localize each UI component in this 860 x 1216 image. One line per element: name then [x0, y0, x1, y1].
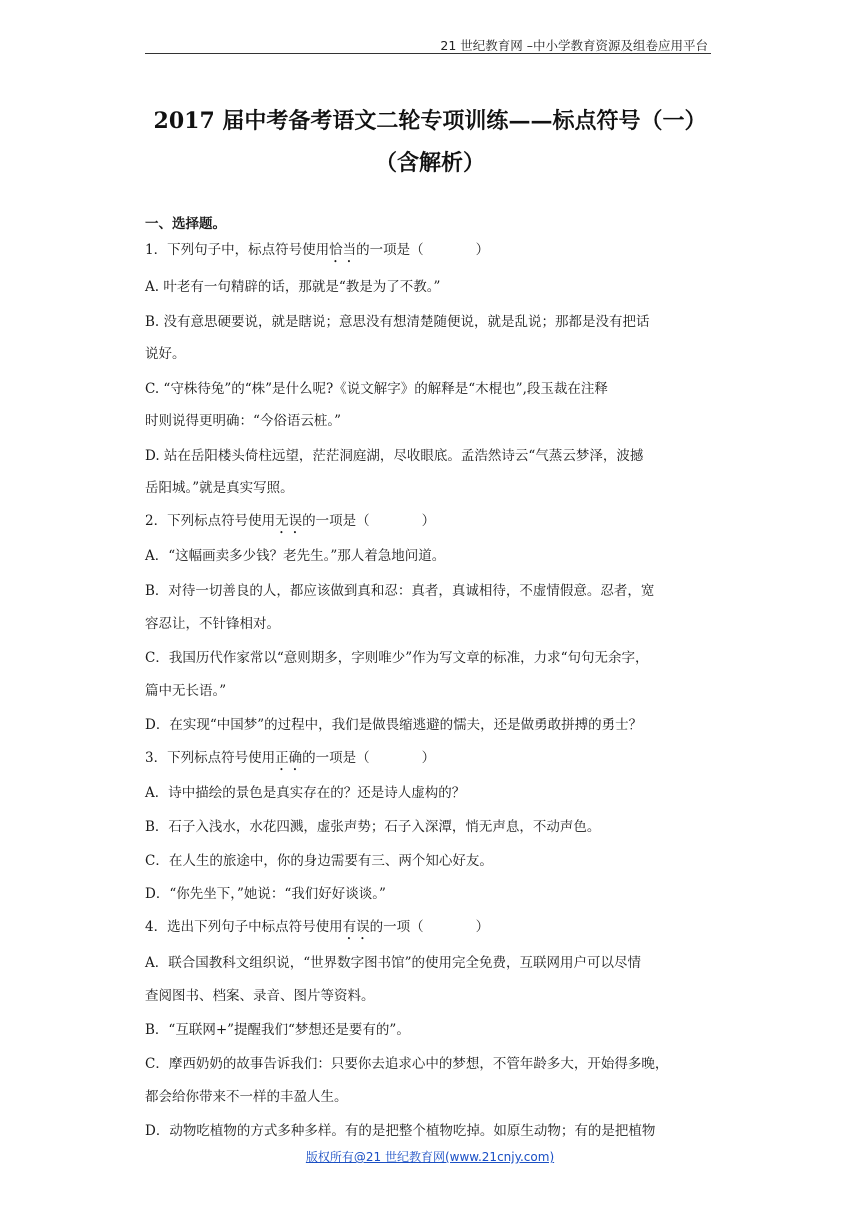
- header-divider: [145, 53, 711, 54]
- question-4-stem: 4．选出下列句子中标点符号使用有误的一项（ ）: [145, 919, 490, 935]
- question-3-option-b: B．石子入浅水，水花四溅，虚张声势；石子入深潭，悄无声息，不动声色。: [145, 819, 601, 835]
- document-subtitle: （含解析）: [374, 150, 485, 176]
- question-2-option-b-cont: 容忍让，不针锋相对。: [145, 616, 280, 632]
- question-3-option-c: C．在人生的旅途中，你的身边需要有三、两个知心好友。: [145, 853, 493, 869]
- question-4-option-a: A．联合国教科文组织说，“世界数字图书馆”的使用完全免费，互联网用户可以尽情: [145, 955, 642, 971]
- emphasis-keyword: 无误: [275, 513, 303, 529]
- section-heading: 一、选择题。: [145, 216, 226, 232]
- question-3-option-a: A．诗中描绘的景色是真实存在的？还是诗人虚构的？: [145, 785, 466, 801]
- question-2-option-a: A．“这幅画卖多少钱？老先生。”那人着急地问道。: [145, 548, 446, 564]
- question-1-stem: 1．下列句子中，标点符号使用恰当的一项是（ ）: [145, 242, 490, 258]
- question-4-option-b: B．“互联网+”提醒我们“梦想还是要有的”。: [145, 1022, 410, 1038]
- question-1-option-d-cont: 岳阳城。”就是真实写照。: [145, 480, 294, 496]
- question-1-option-b-cont: 说好。: [145, 346, 186, 362]
- emphasis-keyword: 恰当: [329, 242, 357, 258]
- question-2-option-c: C．我国历代作家常以“意则期多，字则唯少”作为写文章的标准，力求“句句无余字，: [145, 650, 649, 666]
- question-1-option-c-cont: 时则说得更明确：“今俗语云桩。”: [145, 413, 342, 429]
- question-1-option-a: A. 叶老有一句精辟的话，那就是“教是为了不教。”: [145, 279, 441, 295]
- question-1-option-c: C. “守株待兔”的“株”是什么呢?《说文解字》的解释是“木棍也”,段玉裁在注释: [145, 381, 608, 397]
- question-4-option-c: C．摩西奶奶的故事告诉我们：只要你去追求心中的梦想，不管年龄多大，开始得多晚，: [145, 1056, 669, 1072]
- question-3-option-d: D．“你先坐下，”她说：“我们好好谈谈。”: [145, 886, 386, 902]
- document-title: 2017 届中考备考语文二轮专项训练——标点符号（一）: [153, 108, 707, 134]
- question-3-stem: 3．下列标点符号使用正确的一项是（ ）: [145, 750, 436, 766]
- emphasis-keyword: 正确: [275, 750, 303, 766]
- question-2-option-c-cont: 篇中无长语。”: [145, 683, 227, 699]
- emphasis-keyword: 有误: [342, 919, 370, 935]
- copyright-link[interactable]: 版权所有@21 世纪教育网(www.21cnjy.com): [305, 1150, 555, 1164]
- question-4-option-a-cont: 查阅图书、档案、录音、图片等资料。: [145, 988, 375, 1004]
- question-1-option-d: D. 站在岳阳楼头倚柱远望，茫茫洞庭湖，尽收眼底。孟浩然诗云“气蒸云梦泽，波撼: [145, 448, 644, 464]
- question-1-option-b: B. 没有意思硬要说，就是瞎说；意思没有想清楚随便说，就是乱说；那都是没有把话: [145, 314, 650, 330]
- question-2-option-b: B．对待一切善良的人，都应该做到真和忍：真者，真诚相待，不虚情假意。忍者，宽: [145, 583, 655, 599]
- question-4-option-c-cont: 都会给你带来不一样的丰盈人生。: [145, 1089, 348, 1105]
- question-2-stem: 2．下列标点符号使用无误的一项是（ ）: [145, 513, 436, 529]
- question-2-option-d: D．在实现“中国梦”的过程中，我们是做畏缩逃避的懦夫，还是做勇敢拼搏的勇士？: [145, 717, 643, 733]
- page-header: 21 世纪教育网 –中小学教育资源及组卷应用平台: [440, 38, 708, 53]
- question-4-option-d: D．动物吃植物的方式多种多样。有的是把整个植物吃掉。如原生动物；有的是把植物: [145, 1123, 656, 1139]
